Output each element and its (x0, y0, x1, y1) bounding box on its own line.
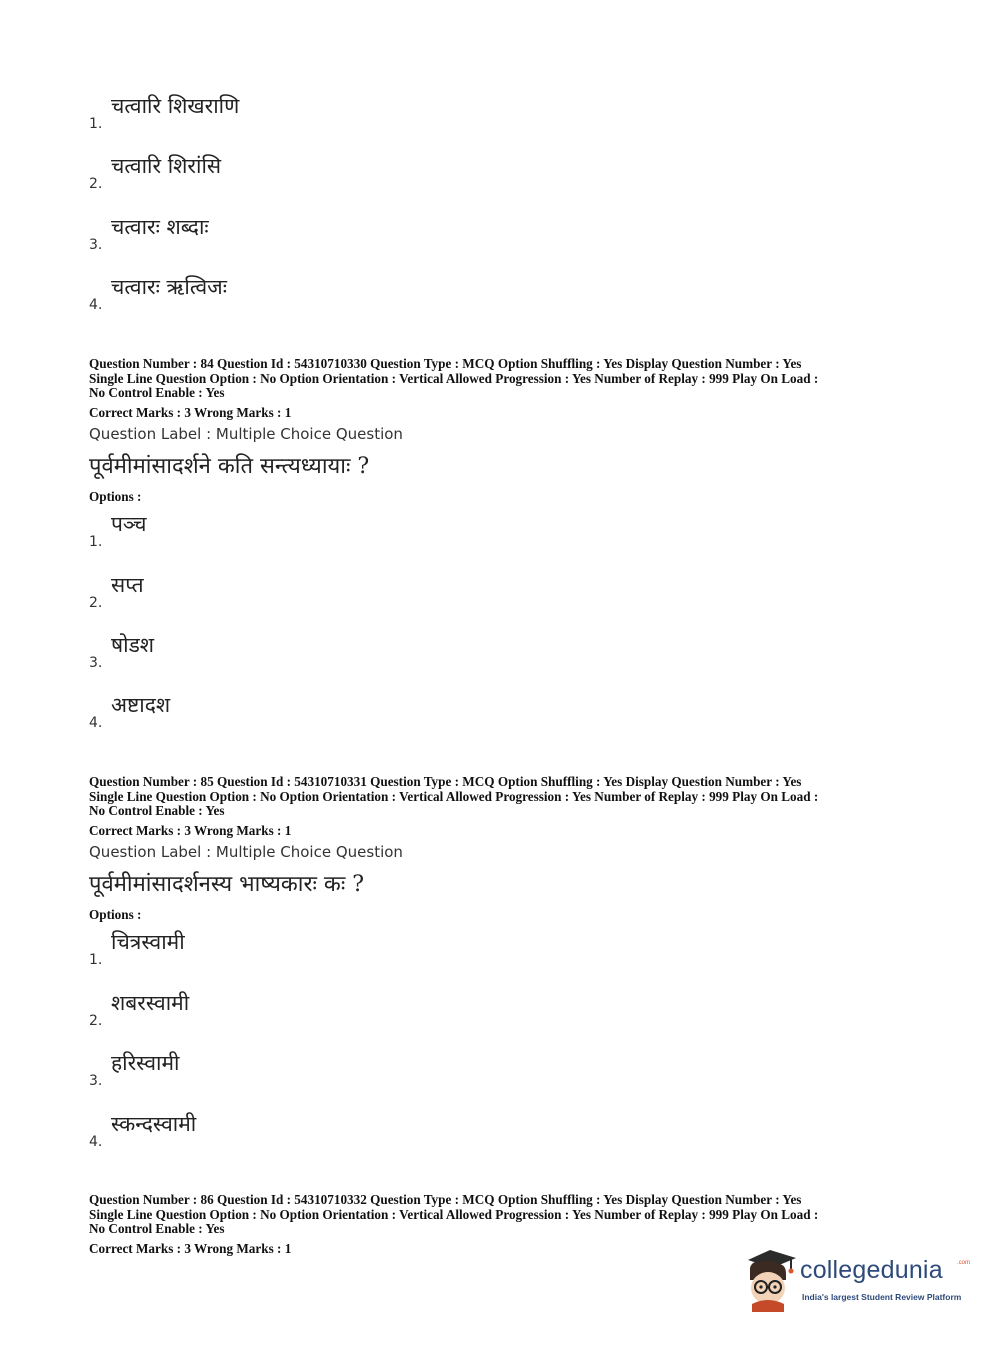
option-number: 4. (89, 1134, 103, 1150)
question-85-meta (89, 775, 919, 819)
option-text: शबरस्वामी (111, 991, 190, 1015)
meta-line: Single Line Question Option : No Option Orientation : Vertical Allowed Progression : Yes Number of Replay : 999 Play On Load : (89, 1206, 819, 1222)
logo-domain-text: .com (957, 1260, 971, 1266)
option-text: चत्वारि शिरांसि (111, 154, 222, 178)
question-84-label: Question Label : Multiple Choice Question (89, 425, 403, 443)
option-text: षोडश (111, 633, 155, 657)
option-text: चत्वारः शब्दाः (111, 215, 209, 239)
meta-line: Single Line Question Option : No Option Orientation : Vertical Allowed Progression : Yes Number of Replay : 999 Play On Load : (89, 370, 819, 386)
option-text: स्कन्दस्वामी (111, 1112, 197, 1136)
meta-line: Question Number : 84 Question Id : 54310710330 Question Type : MCQ Option Shuffling : Yes Display Question Number : Yes (89, 356, 802, 371)
option-number: 1. (89, 952, 103, 968)
collegedunia-logo[interactable] (740, 1246, 970, 1316)
option-number: 1. (89, 534, 103, 550)
option-text: अष्टादश (111, 693, 171, 717)
question-86-marks: Correct Marks : 3 Wrong Marks : 1 (89, 1241, 292, 1256)
option-text: चत्वारि शिखराणि (111, 94, 240, 118)
option-number: 3. (89, 655, 103, 671)
option-number: 1. (89, 116, 103, 132)
option-number: 4. (89, 715, 103, 731)
question-85-marks: Correct Marks : 3 Wrong Marks : 1 (89, 823, 292, 838)
question-84-meta (89, 357, 919, 401)
question-84-text: पूर्वमीमांसादर्शने कति सन्त्यध्यायाः ? (89, 454, 370, 479)
question-84-options-label: Options : (89, 489, 142, 504)
question-85-options-label: Options : (89, 907, 142, 922)
meta-line: No Control Enable : Yes (89, 803, 225, 818)
option-text: हरिस्वामी (111, 1051, 180, 1075)
logo-tagline: India's largest Student Review Platform (802, 1292, 962, 1302)
option-number: 3. (89, 237, 103, 253)
question-85-text: पूर्वमीमांसादर्शनस्य भाष्यकारः कः ? (89, 872, 365, 897)
meta-line: Question Number : 86 Question Id : 54310710332 Question Type : MCQ Option Shuffling : Yes Display Question Number : Yes (89, 1192, 802, 1207)
option-number: 2. (89, 1013, 103, 1029)
option-number: 2. (89, 176, 103, 192)
question-86-meta (89, 1193, 919, 1237)
meta-line: Single Line Question Option : No Option Orientation : Vertical Allowed Progression : Yes Number of Replay : 999 Play On Load : (89, 788, 819, 804)
option-number: 3. (89, 1073, 103, 1089)
mascot-icon (740, 1246, 802, 1312)
option-number: 4. (89, 297, 103, 313)
option-text: चत्वारः ऋत्विजः (111, 275, 227, 299)
meta-line: Question Number : 85 Question Id : 54310710331 Question Type : MCQ Option Shuffling : Yes Display Question Number : Yes (89, 774, 802, 789)
meta-line: No Control Enable : Yes (89, 1221, 225, 1236)
question-85-label: Question Label : Multiple Choice Question (89, 843, 403, 861)
logo-brand-text: collegedunia (800, 1256, 943, 1284)
option-number: 2. (89, 595, 103, 611)
question-84-marks: Correct Marks : 3 Wrong Marks : 1 (89, 405, 292, 420)
option-text: सप्त (111, 573, 144, 597)
option-text: चित्रस्वामी (111, 930, 185, 954)
meta-line: No Control Enable : Yes (89, 385, 225, 400)
option-text: पञ्च (111, 512, 147, 536)
